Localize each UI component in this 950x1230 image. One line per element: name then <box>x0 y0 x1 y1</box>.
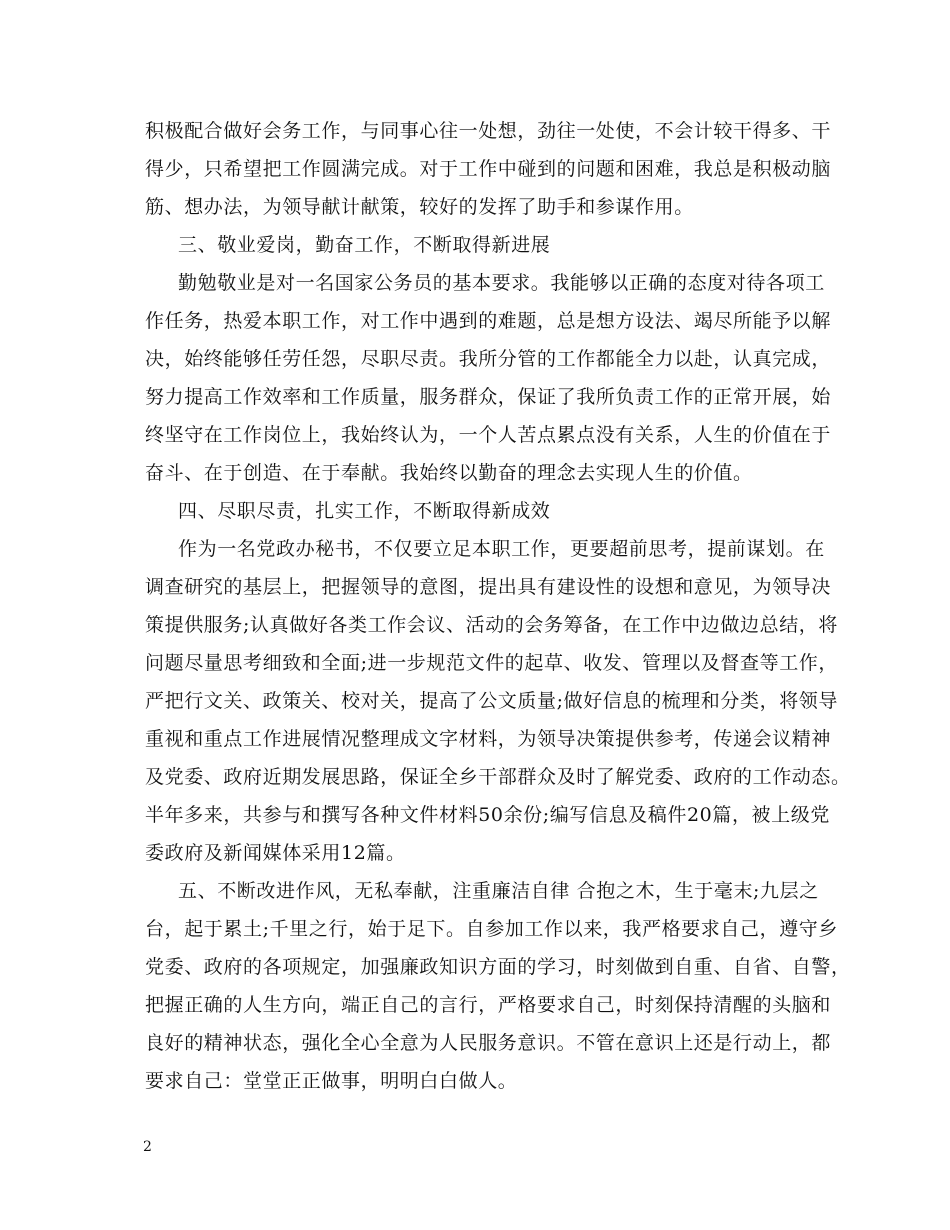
paragraph-line: 策提供服务;认真做好各类工作会议、活动的会务筹备，在工作中边做边总结，将 <box>145 614 839 636</box>
paragraph-line: 要求自己：堂堂正正做事，明明白白做人。 <box>145 1070 518 1092</box>
section-heading: 三、敬业爱岗，勤奋工作，不断取得新进展 <box>178 234 551 256</box>
paragraph-line: 党委、政府的各项规定，加强廉政知识方面的学习，时刻做到自重、自省、自警， <box>145 956 851 978</box>
paragraph-line: 把握正确的人生方向，端正自己的言行，严格要求自己，时刻保持清醒的头脑和 <box>145 994 832 1016</box>
paragraph-line: 努力提高工作效率和工作质量，服务群众，保证了我所负责工作的正常开展，始 <box>145 386 832 408</box>
paragraph-line: 作任务，热爱本职工作，对工作中遇到的难题，总是想方设法、竭尽所能予以解 <box>145 310 832 332</box>
paragraph-line: 勤勉敬业是对一名国家公务员的基本要求。我能够以正确的态度对待各项工 <box>178 272 825 294</box>
paragraph-line: 半年多来，共参与和撰写各种文件材料50余份;编写信息及稿件20篇，被上级党 <box>145 804 830 826</box>
paragraph-line: 作为一名党政办秘书，不仅要立足本职工作，更要超前思考，提前谋划。在 <box>178 538 825 560</box>
paragraph-line: 奋斗、在于创造、在于奉献。我始终以勤奋的理念去实现人生的价值。 <box>145 462 753 484</box>
paragraph-line: 得少，只希望把工作圆满完成。对于工作中碰到的问题和困难，我总是积极动脑 <box>145 158 832 180</box>
paragraph-line: 台，起于累土;千里之行，始于足下。自参加工作以来，我严格要求自己，遵守乡 <box>145 918 839 940</box>
paragraph-line: 重视和重点工作进展情况整理成文字材料，为领导决策提供参考，传递会议精神 <box>145 728 832 750</box>
section-heading: 四、尽职尽责，扎实工作，不断取得新成效 <box>178 500 551 522</box>
paragraph-line: 及党委、政府近期发展思路，保证全乡干部群众及时了解党委、政府的工作动态。 <box>145 766 851 788</box>
section-heading: 五、不断改进作风，无私奉献，注重廉洁自律 合抱之木，生于毫末;九层之 <box>178 880 819 902</box>
paragraph-line: 决，始终能够任劳任怨，尽职尽责。我所分管的工作都能全力以赴，认真完成， <box>145 348 832 370</box>
paragraph-line: 筋、想办法，为领导献计献策，较好的发挥了助手和参谋作用。 <box>145 196 694 218</box>
paragraph-line: 问题尽量思考细致和全面;进一步规范文件的起草、收发、管理以及督查等工作， <box>145 652 839 674</box>
paragraph-line: 委政府及新闻媒体采用12篇。 <box>145 842 406 864</box>
paragraph-line: 调查研究的基层上，把握领导的意图，提出具有建设性的设想和意见，为领导决 <box>145 576 832 598</box>
paragraph-line: 良好的精神状态，强化全心全意为人民服务意识。不管在意识上还是行动上，都 <box>145 1032 832 1054</box>
paragraph-line: 积极配合做好会务工作，与同事心往一处想，劲往一处使，不会计较干得多、干 <box>145 120 832 142</box>
paragraph-line: 终坚守在工作岗位上，我始终认为，一个人苦点累点没有关系，人生的价值在于 <box>145 424 832 446</box>
paragraph-line: 严把行文关、政策关、校对关，提高了公文质量;做好信息的梳理和分类，将领导 <box>145 690 839 712</box>
page-number: 2 <box>143 1139 152 1155</box>
